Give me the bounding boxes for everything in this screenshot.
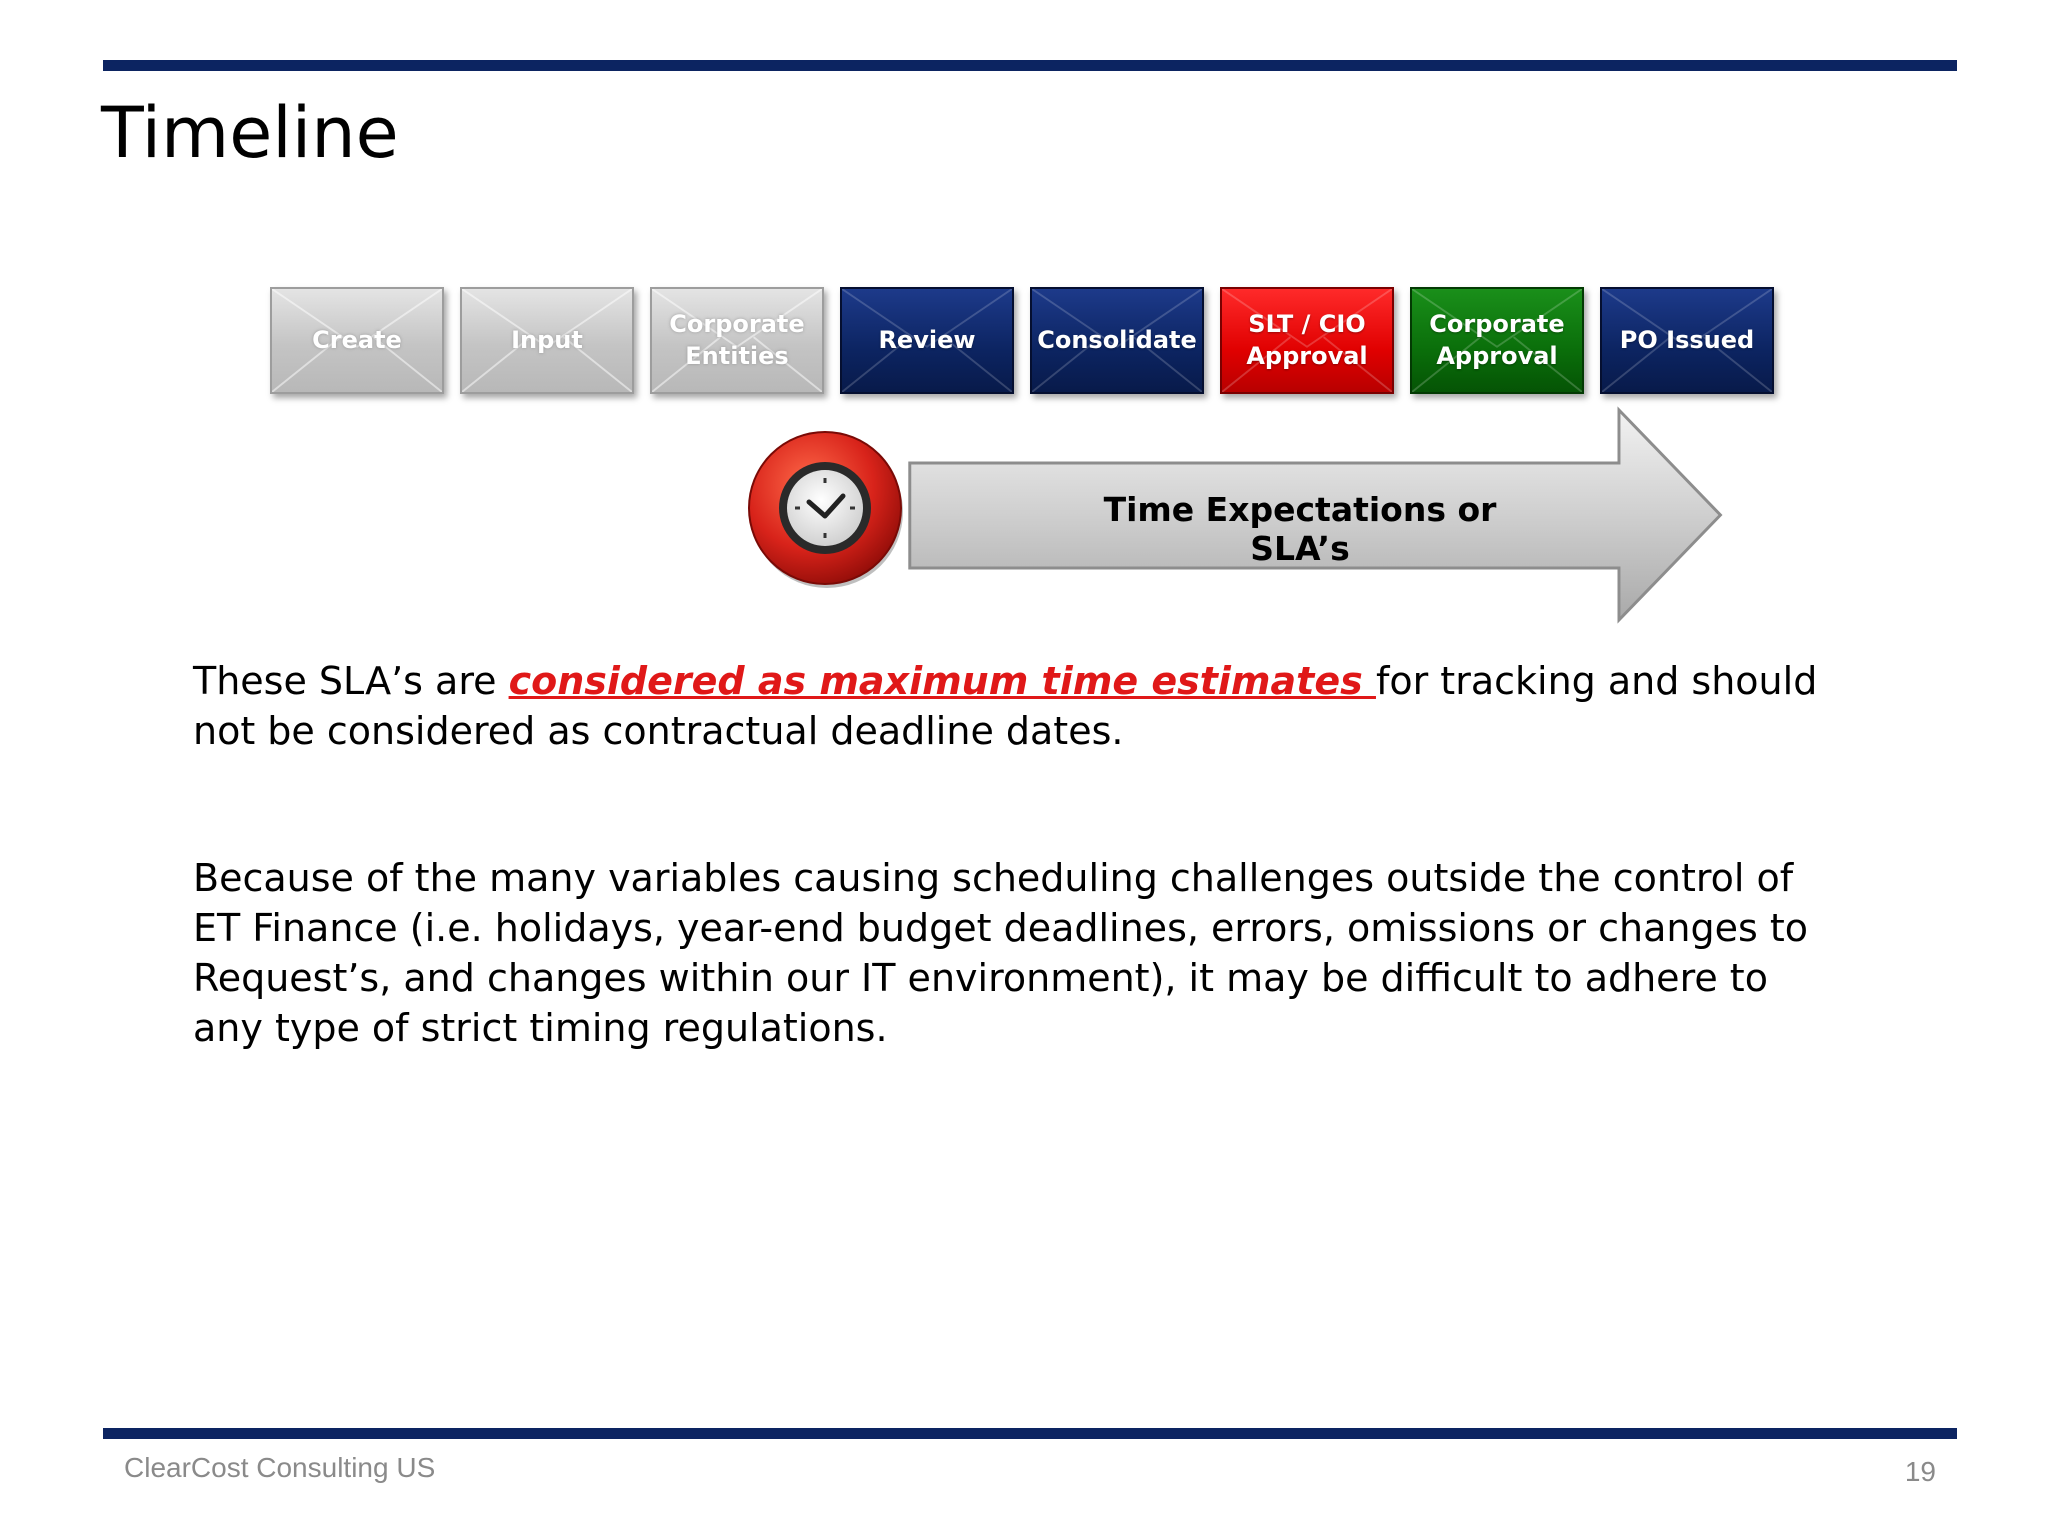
step-label: Corporate Approval xyxy=(1429,310,1565,370)
step-create xyxy=(270,287,444,394)
para1-after: for tracking and should not be considered as contractual deadline dates. xyxy=(193,659,1818,753)
footer-company: ClearCost Consulting US xyxy=(124,1452,436,1483)
page-number: 19 xyxy=(1904,1456,1936,1487)
step-label: SLT / CIO Approval xyxy=(1246,310,1368,370)
step-label: Input xyxy=(511,325,583,354)
step-corporate-entities xyxy=(650,287,824,394)
paragraph-variables: Because of the many variables causing scheduling challenges outside the control of ET Finance (i.e. holidays, year-end budget deadlines, errors, omissions or changes to Request’s, and changes within our IT environment), it may be difficult to adhere to any type of strict timing regulations. xyxy=(193,856,1808,1050)
slide-title: Timeline xyxy=(101,92,399,174)
step-label: Consolidate xyxy=(1037,325,1197,354)
step-label: Corporate Entities xyxy=(669,310,805,370)
para1-before: These SLA’s are xyxy=(193,659,509,703)
process-steps xyxy=(270,287,1775,397)
arrow-label: Time Expectations or SLA’s xyxy=(1103,490,1497,568)
clock-icon xyxy=(745,428,910,593)
para1-emphasis: considered as maximum time estimates xyxy=(508,659,1376,703)
step-label: Create xyxy=(312,325,402,354)
step-corporate-approval xyxy=(1410,287,1584,394)
paragraph-sla-estimates xyxy=(193,656,1843,756)
step-label: PO Issued xyxy=(1619,325,1755,354)
bottom-rule xyxy=(103,1428,1957,1439)
step-review xyxy=(840,287,1014,394)
step-slt-cio-approval xyxy=(1220,287,1394,394)
top-rule xyxy=(103,60,1957,71)
step-po-issued xyxy=(1600,287,1774,394)
step-label: Review xyxy=(878,325,976,354)
step-input xyxy=(460,287,634,394)
step-consolidate xyxy=(1030,287,1204,394)
